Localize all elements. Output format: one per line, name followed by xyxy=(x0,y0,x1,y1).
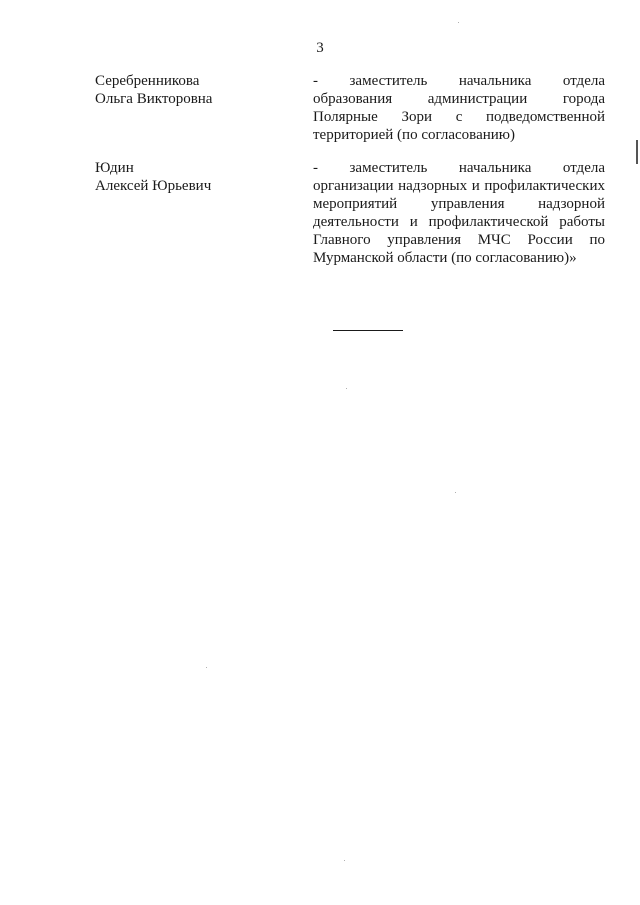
surname: Юдин xyxy=(95,160,134,176)
description-line: мероприятий управления надзорной xyxy=(313,196,605,212)
description-line: Мурманской области (по согласованию)» xyxy=(313,250,577,266)
given-names: Ольга Викторовна xyxy=(95,91,213,107)
description-line: Главного управления МЧС России по xyxy=(313,232,605,248)
description-line: Полярные Зори с подведомственной xyxy=(313,109,605,125)
person-name xyxy=(95,72,212,108)
description-line: организации надзорных и профилактических xyxy=(313,178,605,194)
page-number: 3 xyxy=(316,40,324,56)
description-line: образования администрации города xyxy=(313,91,605,107)
description-line: деятельности и профилактической работы xyxy=(313,214,605,230)
scan-speck xyxy=(455,492,456,493)
surname: Серебренникова xyxy=(95,73,200,89)
closing-separator-line xyxy=(333,330,403,331)
description-line: территорией (по согласованию) xyxy=(313,127,515,143)
scan-speck xyxy=(346,388,347,389)
position-description xyxy=(313,159,605,267)
person-name xyxy=(95,159,211,195)
scan-speck xyxy=(458,22,459,23)
scan-speck xyxy=(344,860,345,861)
position-description xyxy=(313,72,605,144)
scan-edge-mark xyxy=(636,140,638,164)
description-line: - заместитель начальника отдела xyxy=(313,73,605,89)
description-line: - заместитель начальника отдела xyxy=(313,160,605,176)
scan-speck xyxy=(206,667,207,668)
given-names: Алексей Юрьевич xyxy=(95,178,212,194)
